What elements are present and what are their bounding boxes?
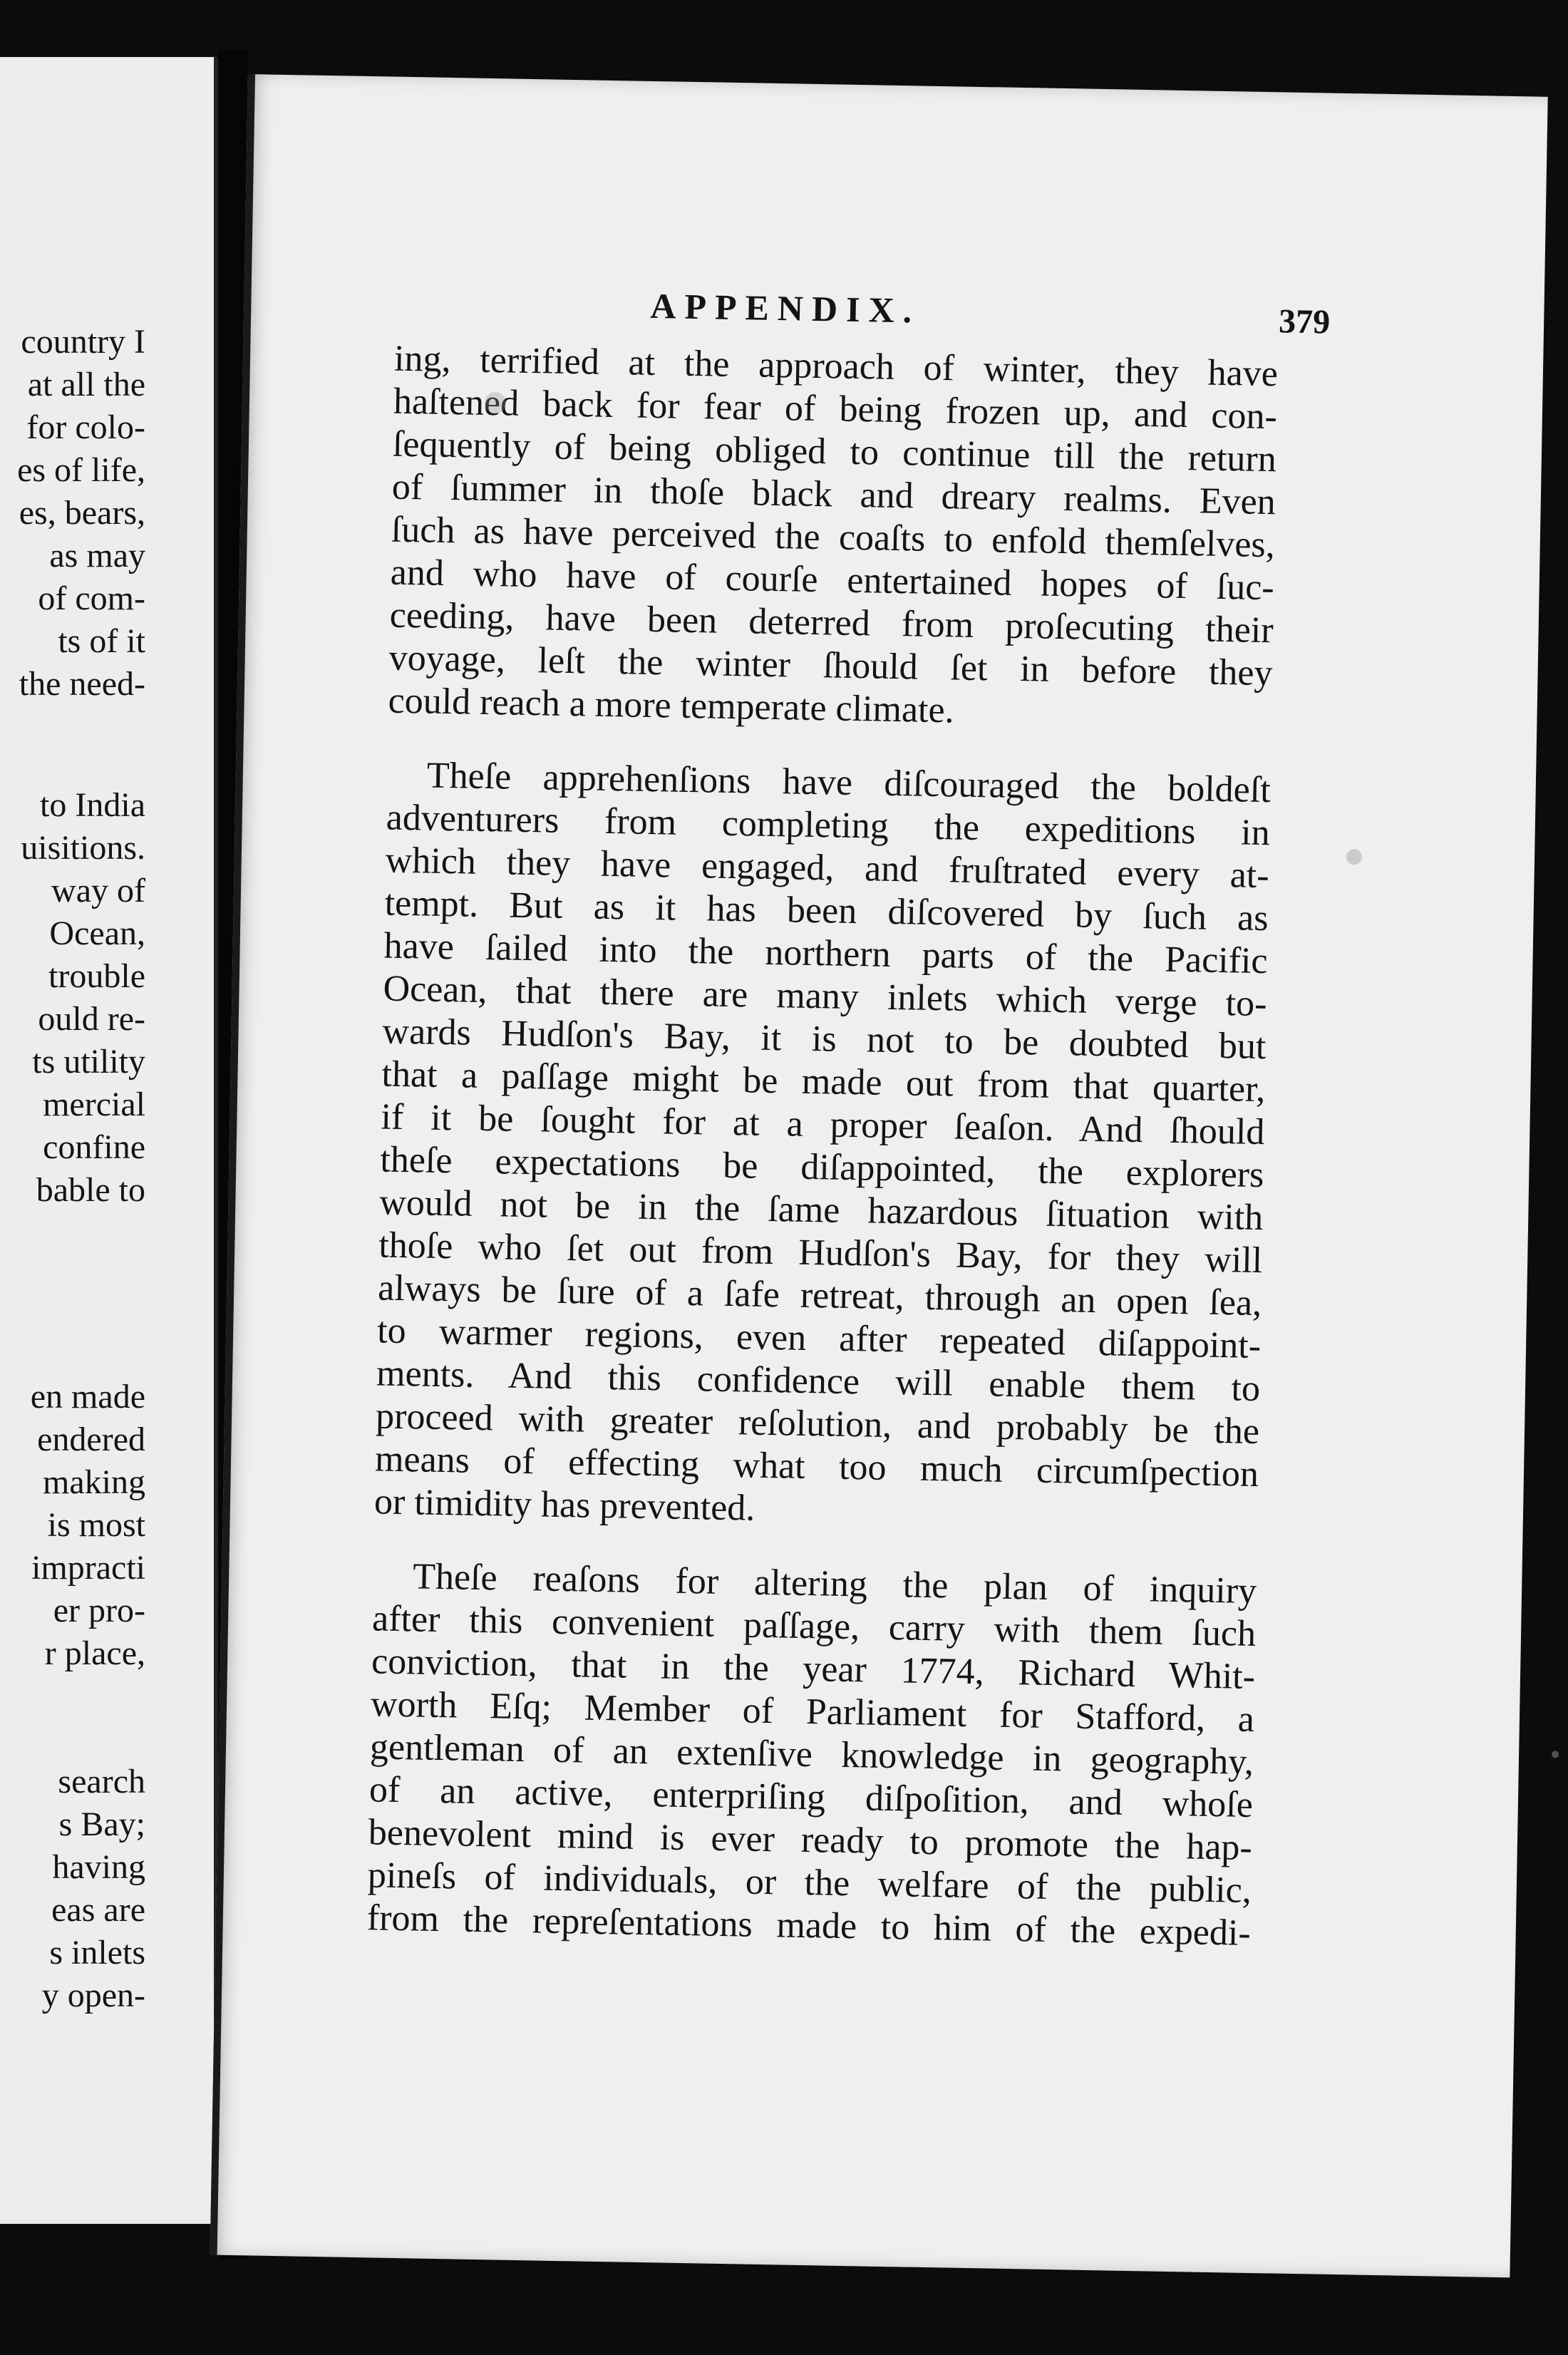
text-line: of ſummer in thoſe black and dreary realms. Even bbox=[391, 466, 1276, 523]
text-line: thoſe who ſet out from Hudſon's Bay, for they will bbox=[378, 1225, 1263, 1282]
text-line: or timidity has prevented. bbox=[373, 1481, 755, 1529]
paragraph bbox=[366, 1555, 1257, 1955]
left-line: ould re- bbox=[38, 1000, 145, 1038]
left-line: as may bbox=[49, 537, 145, 574]
text-line: Theſe reaſons for altering the plan of inquiry bbox=[412, 1556, 1257, 1612]
text-line: voyage, leſt the winter ſhould ſet in before they bbox=[388, 637, 1274, 694]
text-line: pineſs of individuals, or the welfare of the public, bbox=[367, 1855, 1252, 1911]
text-line: proceed with greater reſolution, and probably be the bbox=[375, 1396, 1260, 1453]
text-line: Ocean, that there are many inlets which verge to- bbox=[383, 968, 1267, 1025]
text-line: ing, terrified at the approach of winter, they have bbox=[393, 338, 1279, 395]
text-line: adventurers from completing the expeditions in bbox=[386, 797, 1271, 854]
left-line: trouble bbox=[48, 957, 145, 995]
left-line: mercial bbox=[43, 1086, 145, 1123]
text-line: haſtened back for fear of being frozen up, and con- bbox=[393, 381, 1278, 438]
running-title: APPENDIX. bbox=[649, 285, 921, 331]
book-page bbox=[210, 74, 1548, 2277]
left-line: ts utility bbox=[32, 1043, 145, 1081]
left-line: impracti bbox=[31, 1549, 145, 1587]
text-line: after this convenient paſſage, carry with them ſuch bbox=[371, 1598, 1257, 1655]
paragraph bbox=[388, 338, 1278, 738]
text-line: Theſe apprehenſions have diſcouraged the boldeſt bbox=[426, 755, 1272, 811]
left-line: confine bbox=[43, 1128, 145, 1166]
left-line: to India bbox=[40, 786, 145, 824]
text-line: theſe expectations be diſappointed, the explorers bbox=[379, 1139, 1264, 1196]
left-line: es, bears, bbox=[19, 494, 145, 532]
left-line: is most bbox=[47, 1506, 145, 1544]
text-line: which they have engaged, and fruſtrated every at- bbox=[385, 840, 1270, 897]
left-line: r place, bbox=[44, 1634, 145, 1672]
left-line: y open- bbox=[41, 1977, 145, 2014]
text-line: and who have of courſe entertained hopes of ſuc- bbox=[390, 552, 1275, 609]
left-line: at all the bbox=[27, 366, 145, 403]
left-line: the need- bbox=[19, 665, 145, 703]
left-line: s inlets bbox=[49, 1934, 145, 1972]
left-line: country I bbox=[21, 323, 145, 361]
left-line: eas are bbox=[51, 1891, 145, 1929]
left-line: for colo- bbox=[26, 408, 145, 446]
text-line: ceeding, have been deterred from proſecuting their bbox=[389, 594, 1274, 651]
left-line: bable to bbox=[36, 1171, 145, 1209]
text-line: to warmer regions, even after repeated diſappoint- bbox=[376, 1310, 1262, 1367]
text-line: ments. And this confidence will enable them to bbox=[376, 1353, 1261, 1410]
left-line: making bbox=[43, 1463, 145, 1501]
left-page-fragment bbox=[0, 57, 218, 2224]
text-line: have ſailed into the northern parts of the Pacific bbox=[383, 925, 1268, 982]
left-line: Ocean, bbox=[49, 914, 145, 952]
text-line: if it be ſought for at a proper ſeaſon. And ſhould bbox=[380, 1096, 1265, 1153]
left-line: er pro- bbox=[53, 1592, 145, 1629]
text-line: gentleman of an extenſive knowledge in geography, bbox=[369, 1726, 1254, 1783]
paper-speck bbox=[1552, 1751, 1559, 1758]
text-line: conviction, that in the year 1774, Richard Whit- bbox=[371, 1641, 1256, 1697]
left-line: s Bay; bbox=[58, 1805, 145, 1843]
text-line: would not be in the ſame hazardous ſituation with bbox=[378, 1182, 1264, 1239]
text-line: tempt. But as it has been diſcovered by ſuch as bbox=[384, 882, 1269, 939]
text-line: that a paſſage might be made out from that quarter, bbox=[381, 1053, 1266, 1110]
paper-speck bbox=[1346, 849, 1362, 865]
left-line: ts of it bbox=[58, 622, 145, 660]
left-line: endered bbox=[37, 1421, 145, 1458]
text-line: from the repreſentations made to him of the expedi- bbox=[366, 1897, 1252, 1954]
left-line: es of life, bbox=[17, 451, 145, 489]
text-line: means of effecting what too much circumſpection bbox=[374, 1438, 1259, 1495]
left-line: having bbox=[52, 1848, 145, 1886]
text-line: always be ſure of a ſafe retreat, through an open ſea, bbox=[377, 1267, 1262, 1324]
text-line: of an active, enterpriſing diſpoſition, and whoſe bbox=[368, 1769, 1254, 1825]
text-line: wards Hudſon's Bay, it is not to be doubted but bbox=[382, 1011, 1267, 1068]
paragraph bbox=[374, 754, 1272, 1539]
text-line: benevolent mind is ever ready to promote the hap- bbox=[368, 1812, 1253, 1868]
text-line: ſuch as have perceived the coaſts to enfold themſelves, bbox=[391, 509, 1276, 566]
left-line: en made bbox=[30, 1378, 145, 1416]
page-body bbox=[366, 338, 1278, 1955]
left-line: way of bbox=[51, 872, 145, 909]
left-line: of com- bbox=[38, 579, 145, 617]
text-line: worth Eſq; Member of Parliament for Stafford, a bbox=[370, 1684, 1255, 1740]
text-line: could reach a more temperate climate. bbox=[388, 680, 955, 731]
page-number: 379 bbox=[1278, 302, 1331, 341]
left-line: search bbox=[58, 1763, 145, 1800]
left-line: uisitions. bbox=[21, 829, 145, 867]
text-line: ſequently of being obliged to continue till the return bbox=[392, 423, 1277, 480]
